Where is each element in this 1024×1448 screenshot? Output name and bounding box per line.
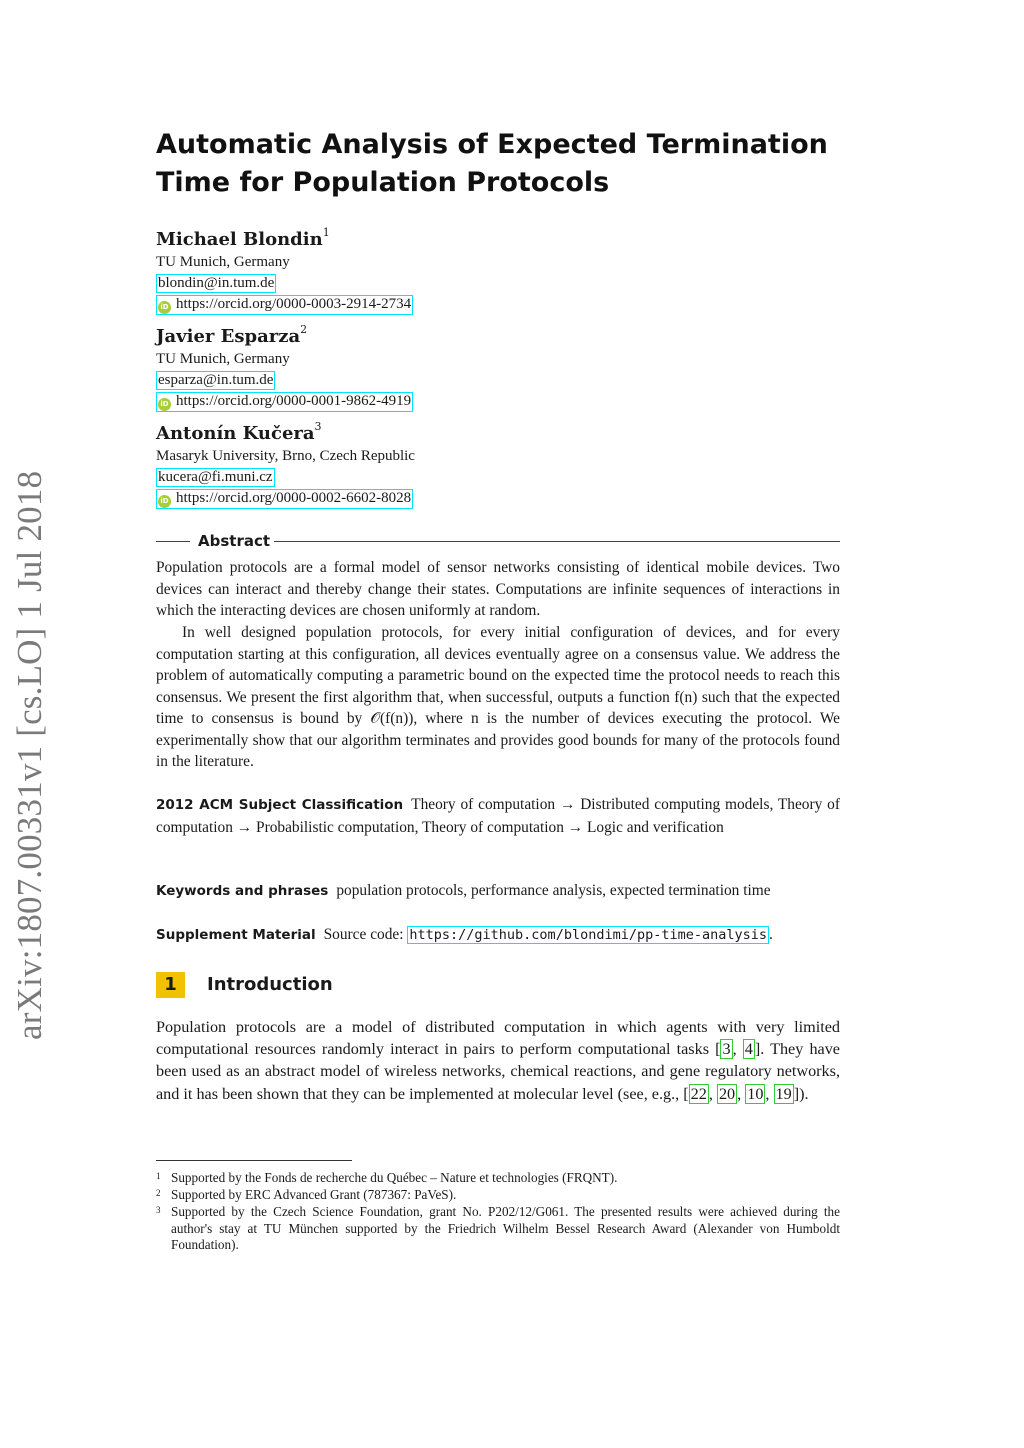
- author-block: [156, 417, 656, 509]
- section-number: 1: [156, 972, 185, 998]
- citation-link[interactable]: 4: [744, 1040, 753, 1059]
- footnote: 1 Supported by the Fonds de recherche du Québec – Nature et technologies (FRQNT).: [156, 1170, 618, 1185]
- author-affiliation: TU Munich, Germany: [156, 351, 290, 367]
- footnote: 3 Supported by the Czech Science Foundation, grant No. P202/12/G061. The presented results were achieved during the author's stay at TU München supported by the Friedrich Wilhelm Bessel Research Award (Alexander von Humboldt Foundation).: [156, 1204, 840, 1252]
- paper-title: [156, 126, 846, 202]
- author-email-link[interactable]: blondin@in.tum.de: [158, 275, 275, 291]
- arxiv-side-stamp: arXiv:1807.00331v1 [cs.LO] 1 Jul 2018: [10, 470, 49, 1040]
- acm-classification: [156, 794, 840, 838]
- citation-link[interactable]: 19: [775, 1084, 792, 1103]
- author-name: Javier Esparza$^2$: [156, 323, 308, 347]
- abstract-paragraph-1: Population protocols are a formal model of sensor networks consisting of identical mobile devices. Two devices can interact and thereby change their states. Computations are infinite sequences of interactions in which the interacting devices are chosen uniformly at random.: [156, 559, 840, 619]
- author-affiliation: TU Munich, Germany: [156, 254, 290, 270]
- abstract-label: Abstract: [198, 532, 271, 550]
- orcid-icon: iD: [158, 301, 171, 314]
- keywords-text: population protocols, performance analysis, expected termination time: [336, 882, 771, 899]
- author-email-link[interactable]: esparza@in.tum.de: [158, 372, 274, 388]
- author-name: Michael Blondin$^1$: [156, 226, 330, 250]
- acm-text: Theory of computation → Distributed computing models, Theory of computation → Probabilistic computation, Theory of computation → Logic and verification: [156, 796, 840, 836]
- author-orcid-link[interactable]: iD https://orcid.org/0000-0002-6602-8028: [156, 489, 413, 509]
- keywords: [156, 880, 840, 903]
- author-block: [156, 320, 656, 412]
- supplement-label: Supplement Material: [156, 927, 316, 943]
- abstract-paragraph-2: In well designed population protocols, for every initial configuration of devices, and for every computation starting at this configuration, all devices eventually agree on a consensus value. We address the problem of automatically computing a parametric bound on the expected time the protocol needs to reach this consensus. We present the first algorithm that, when successful, outputs a function f(n) such that the expected time to consensus is bound by 𝒪(f(n)), where n is the number of devices executing the protocol. We experimentally show that our algorithm terminates and provides good bounds for many of the protocols found in the literature.: [156, 624, 840, 770]
- citation-link[interactable]: 3: [722, 1040, 731, 1059]
- supplement-url-link[interactable]: https://github.com/blondimi/pp-time-analysis: [409, 927, 768, 943]
- author-orcid-link[interactable]: iD https://orcid.org/0000-0001-9862-4919: [156, 392, 413, 412]
- abstract-heading: [156, 531, 840, 551]
- orcid-icon: iD: [158, 495, 171, 508]
- author-email-link[interactable]: kucera@fi.muni.cz: [158, 469, 273, 485]
- acm-label: 2012 ACM Subject Classification: [156, 797, 404, 813]
- author-orcid-link[interactable]: iD https://orcid.org/0000-0003-2914-2734: [156, 295, 413, 315]
- supplement-material: Supplement Material Source code: https://github.com/blondimi/pp-time-analysis .: [156, 926, 773, 943]
- footnote-divider: [156, 1160, 352, 1161]
- divider: [156, 541, 190, 542]
- footnotes: [156, 1170, 840, 1254]
- author-block: [156, 223, 656, 315]
- intro-paragraph: Population protocols are a model of distributed computation in which agents with very limited computational resources randomly interact in pairs to perform computational tasks [ 3 , 4 ]. They have been used as an abstract model of wireless networks, chemical reactions, and gene regulatory networks, and it has been shown that they can be implemented at molecular level (see, e.g., [ 22 , 20 , 10 , 19 ]).: [156, 1018, 840, 1103]
- citation-link[interactable]: 10: [747, 1084, 764, 1103]
- title-line-1: Automatic Analysis of Expected Termination: [156, 129, 828, 160]
- author-name: Antonín Kučera$^3$: [156, 420, 322, 444]
- section-title: Introduction: [207, 974, 333, 995]
- author-affiliation: Masaryk University, Brno, Czech Republic: [156, 448, 415, 464]
- citation-link[interactable]: 20: [718, 1084, 736, 1103]
- keywords-label: Keywords and phrases: [156, 883, 329, 899]
- title-line-2: Time for Population Protocols: [156, 167, 610, 198]
- footnote: 2 Supported by ERC Advanced Grant (787367: PaVeS).: [156, 1187, 457, 1203]
- orcid-icon: iD: [158, 398, 171, 411]
- citation-link[interactable]: 22: [690, 1084, 707, 1103]
- divider: [274, 541, 840, 542]
